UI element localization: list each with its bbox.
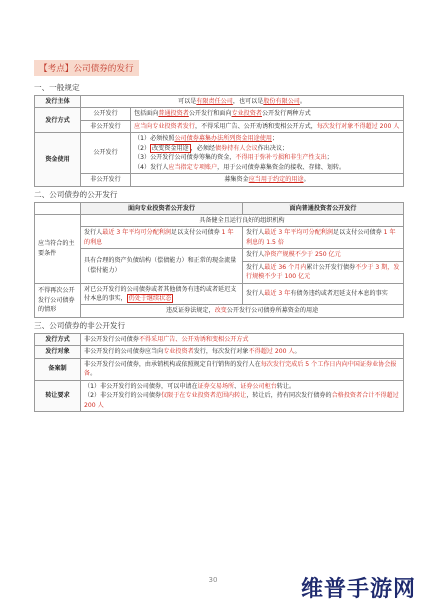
table-row	[35, 174, 404, 186]
page-number: 30	[208, 576, 218, 584]
table-row	[35, 346, 404, 358]
section-2-title: 二、公司债券的公开发行	[34, 189, 118, 199]
public-offering-table	[34, 202, 404, 318]
s3-target-label: 发行对象	[35, 346, 81, 358]
ban-gen: 发行人最近 3 年有债务违约或者迟延支付本息的事实	[243, 283, 404, 305]
method-label: 发行方式	[35, 108, 81, 133]
topic-heading: 【考点】公司债券的发行	[34, 60, 139, 76]
public-label: 公开发行	[81, 108, 131, 120]
document-page	[34, 56, 404, 412]
table-row	[35, 249, 404, 261]
nonpublic-text: 应当向专业投资者发行，不得采用广告、公开劝诱和变相公开方式，每次发行对象不得超过 200 人	[131, 120, 404, 132]
section-3-title: 三、公司债券的非公开发行	[34, 320, 126, 330]
list-item: （3）公开发行公司债券筹集的资金，不得用于弥补亏损和非生产性支出；	[134, 154, 333, 162]
section-1-title: 一、一般规定	[34, 83, 80, 92]
list-item: （2）非公开发行的公司债券仅限于在专业投资者范围内转让，转让后，持有同次发行债券的合格投资者合计不得超过 200 人	[84, 392, 399, 409]
table-row	[35, 333, 404, 345]
funds-items	[131, 133, 404, 174]
s3-method-text: 非公开发行公司债券不得采用广告、公开劝诱和变相公开方式	[81, 333, 404, 345]
table-row	[35, 227, 404, 249]
funds-nonpublic-label: 非公开发行	[81, 174, 131, 186]
issuer-label: 发行主体	[35, 96, 81, 108]
table-row	[35, 305, 404, 317]
table-row	[35, 358, 404, 380]
common-cond: 具备健全且运行良好的组织机构	[81, 214, 404, 226]
general-rules-table	[34, 95, 404, 187]
col-pro: 面向专业投资者公开发行	[81, 202, 243, 214]
table-row	[35, 108, 404, 120]
funds-public-label: 公开发行	[81, 133, 131, 174]
pro-b: 具有合理的资产负债结构（偿债能力）和正常的现金流量（偿付能力）	[81, 249, 243, 283]
pro-a: 发行人最近 3 年平均可分配利润足以支付公司债券 1 年的利息	[81, 227, 243, 249]
nonpublic-label: 非公开发行	[81, 120, 131, 132]
gen-a: 发行人最近 3 年平均可分配利润足以支付公司债券 1 年利息的 1.5 倍	[243, 227, 404, 249]
ban-common: 违反证券法规定，改变公开发行公司债券所募资金的用途	[81, 305, 404, 317]
ban-label: 不得再次公开发行公司债券的情形	[35, 283, 81, 317]
s3-transfer-text	[81, 380, 404, 411]
s3-method-label: 发行方式	[35, 333, 81, 345]
gen-b1: 发行人净资产规模不少于 250 亿元	[243, 249, 404, 261]
table-row	[35, 120, 404, 132]
ban-pro: 对已公开发行的公司债券或者其他债务有违约或者延迟支付本息的事实， 仍处于继续状态	[81, 283, 243, 305]
s3-transfer-label: 转让要求	[35, 380, 81, 411]
funds-nonpublic-text: 募集资金应当用于约定的用途。	[131, 174, 404, 186]
col-gen: 面向普通投资者公开发行	[243, 202, 404, 214]
watermark-logo: 维普手游网	[300, 577, 416, 602]
list-item: （1）必须按照公司债券募集办法所列资金用途使用；	[134, 135, 279, 143]
gen-b2: 发行人最近 36 个月内累计公开发行债券不少于 3 期，发行规模不少于 100 亿元	[243, 261, 404, 283]
nonpublic-offering-table	[34, 333, 404, 412]
cond-label: 应当符合的主要条件	[35, 214, 81, 283]
list-item: （1）非公开发行的公司债券，可以申请在证券交易场所、证券公司柜台转让。	[84, 382, 296, 390]
table-row	[35, 380, 404, 411]
s3-filing-label: 备案制	[35, 358, 81, 380]
s3-target-text: 非公开发行的公司债券应当向专业投资者发行，每次发行对象不得超过 200 人。	[81, 346, 404, 358]
s3-filing-text: 非公开发行公司债券，由承销机构或依照规定自行销售的发行人在每次发行完成后 5 个工作日内向中国证券业协会报备。	[81, 358, 404, 380]
list-item: （2） 改变资金用途 ，必须经债券持有人会议作出决议；	[134, 144, 289, 152]
table-row	[35, 96, 404, 108]
public-text: 包括面向普通投资者公开发行和面向专业投资者公开发行两种方式	[131, 108, 404, 120]
funds-label: 资金使用	[35, 133, 81, 186]
table-row	[35, 214, 404, 226]
table-row	[35, 202, 404, 214]
table-row	[35, 283, 404, 305]
issuer-text: 可以是有限责任公司，也可以是股份有限公司。	[81, 96, 404, 108]
list-item: （4）发行人应当指定专项账户，用于公司债券募集资金的接收、存储、划转。	[134, 163, 346, 171]
table-row	[35, 133, 404, 174]
